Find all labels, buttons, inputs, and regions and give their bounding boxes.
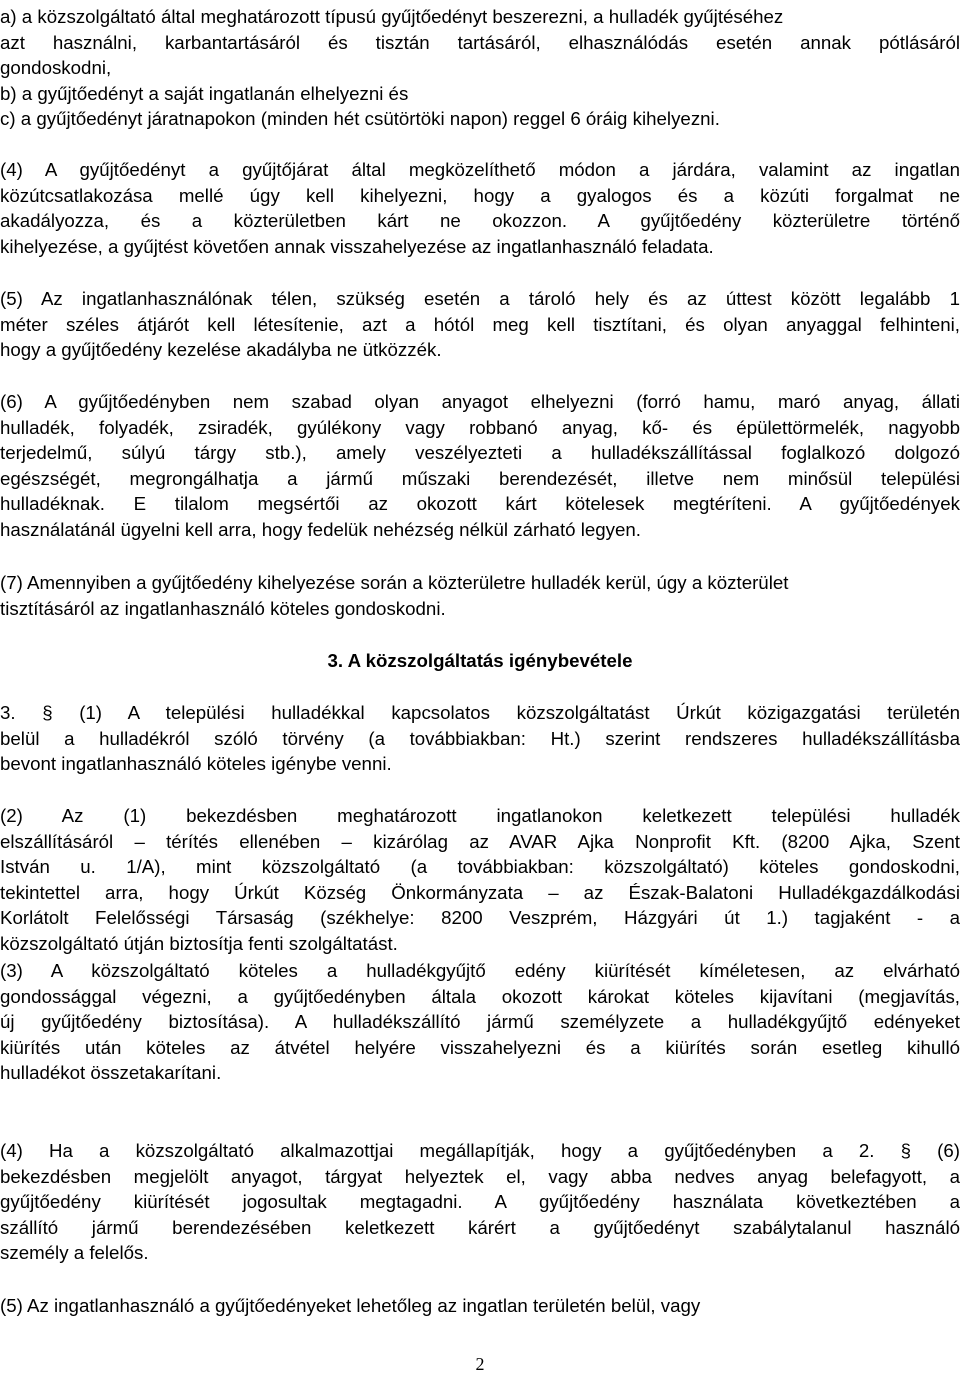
text-line: bevont ingatlanhasználó köteles igénybe venni. <box>0 753 392 774</box>
paragraph-7 <box>0 570 960 621</box>
section-3-paragraph-3 <box>0 958 960 1086</box>
text-line: kiürítés után köteles az átvétel helyére visszahelyezni és a kiürítés során esetleg kihulló <box>0 1036 960 1058</box>
text-line: új gyűjtőedény biztosítása). A hulladékszállító jármű személyzete a hulladékgyűjtő edényeket <box>0 1011 960 1032</box>
intro-list <box>0 4 960 132</box>
section-3-paragraph-5 <box>0 1293 960 1319</box>
text-line: gyűjtőedény kiürítését jogosultak megtagadni. A gyűjtőedény használata következtében a <box>0 1191 960 1212</box>
text-line: belül a hulladékról szóló törvény (a továbbiakban: Ht.) szerint rendszeres hulladékszállításba <box>0 727 960 749</box>
text-line: elszállításáról – térítés ellenében – kizárólag az AVAR Ajka Nonprofit Kft. (8200 Ajka, Szent <box>0 830 960 852</box>
text-line: szállító jármű berendezésében keletkezett kárért a gyűjtőedényt szabálytalanul használó <box>0 1216 960 1238</box>
text-line: 3. § (1) A települési hulladékkal kapcsolatos közszolgáltatást Úrkút közigazgatási területén <box>0 702 960 723</box>
text-line: c) a gyűjtőedényt járatnapokon (minden hét csütörtöki napon) reggel 6 óráig kihelyezni. <box>0 108 720 129</box>
text-line: hulladék, folyadék, zsiradék, gyúlékony vagy robbanó anyag, kő- és épülettörmelék, nagyobb <box>0 416 960 438</box>
text-line: a) a közszolgáltató által meghatározott típusú gyűjtőedényt beszerezni, a hulladék gyűjtéséhez <box>0 6 784 27</box>
section-3-paragraph-1 <box>0 700 960 777</box>
text-line: Korlátolt Felelősségi Társaság (székhelye: 8200 Veszprém, Házgyári út 1.) tagjaként - a <box>0 907 960 928</box>
paragraph-5 <box>0 286 960 363</box>
section-heading: 3. A közszolgáltatás igénybevétele <box>327 650 633 671</box>
text-line: bekezdésben megjelölt anyagot, tárgyat helyeztek el, vagy abba nedves anyag belefagyott, a <box>0 1165 960 1187</box>
text-line: közútcsatlakozása mellé úgy kell kihelyezni, hogy a gyalogos és a közúti forgalmat ne <box>0 184 960 206</box>
section-3-paragraph-4 <box>0 1138 960 1266</box>
section-3-paragraph-2 <box>0 803 960 956</box>
text-line: tekintettel arra, hogy Úrkút Község Önkormányzata – az Észak-Balatoni Hulladékgazdálkodási <box>0 881 960 903</box>
text-line: (7) Amennyiben a gyűjtőedény kihelyezése során a közterületre hulladék kerül, úgy a közterület <box>0 572 789 593</box>
text-line: tisztításáról az ingatlanhasználó köteles gondoskodni. <box>0 597 446 619</box>
text-line: István u. 1/A), mint közszolgáltató (a továbbiakban: közszolgáltató) köteles gondoskodni, <box>0 856 960 877</box>
text-line: közszolgáltató útján biztosítja fenti szolgáltatást. <box>0 932 398 954</box>
text-line: (4) Ha a közszolgáltató alkalmazottjai megállapítják, hogy a gyűjtőedényben a 2. § (6) <box>0 1140 960 1161</box>
paragraph-4 <box>0 157 960 259</box>
text-line: (5) Az ingatlanhasználó a gyűjtőedényeket lehetőleg az ingatlan területén belül, vagy <box>0 1295 701 1316</box>
text-line: b) a gyűjtőedényt a saját ingatlanán elhelyezni és <box>0 82 409 104</box>
text-line: kihelyezése, a gyűjtést követően annak visszahelyezése az ingatlanhasználó feladata. <box>0 235 714 257</box>
text-line: (5) Az ingatlanhasználónak télen, szükség esetén a tároló hely és az úttest között legalább 1 <box>0 288 960 309</box>
text-line: azt használni, karbantartásáról és tisztán tartásáról, elhasználódás esetén annak pótlásáról <box>0 31 960 53</box>
text-line: egészségét, megrongálhatja a jármű műszaki berendezését, illetve nem minősül települési <box>0 467 960 489</box>
text-line: (2) Az (1) bekezdésben meghatározott ingatlanokon keletkezett települési hulladék <box>0 805 960 826</box>
text-line: személy a felelős. <box>0 1242 149 1263</box>
text-line: hulladéknak. E tilalom megsértői az okozott kárt kötelesek megtéríteni. A gyűjtőedények <box>0 493 960 514</box>
text-line: akadályozza, és a közterületben kárt ne okozzon. A gyűjtőedény közterületre történő <box>0 210 960 231</box>
text-line: hulladékot összetakarítani. <box>0 1062 222 1083</box>
text-line: (6) A gyűjtőedényben nem szabad olyan anyagot elhelyezni (forró hamu, maró anyag, állati <box>0 391 960 412</box>
text-line: gondoskodni, <box>0 57 112 78</box>
text-line: hogy a gyűjtőedény kezelése akadályba ne ütközzék. <box>0 339 442 360</box>
text-line: méter széles átjárót kell létesítenie, azt a hótól meg kell tisztítani, és olyan anyaggal felhinteni, <box>0 313 960 335</box>
paragraph-6 <box>0 389 960 542</box>
text-line: használatánál ügyelni kell arra, hogy fedelük nehézség nélkül zárható legyen. <box>0 518 641 540</box>
text-line: gondossággal végezni, a gyűjtőedényben általa okozott károkat köteles kijavítani (megjavítás, <box>0 985 960 1007</box>
page-number: 2 <box>475 1354 485 1374</box>
text-line: (4) A gyűjtőedényt a gyűjtőjárat által megközelíthető módon a járdára, valamint az ingatlan <box>0 159 960 180</box>
text-line: terjedelmű, súlyú tárgy stb.), amely veszélyezteti a hulladékszállítással foglalkozó dolgozó <box>0 442 960 463</box>
text-line: (3) A közszolgáltató köteles a hulladékgyűjtő edény kiürítését kíméletesen, az elvárható <box>0 960 960 981</box>
